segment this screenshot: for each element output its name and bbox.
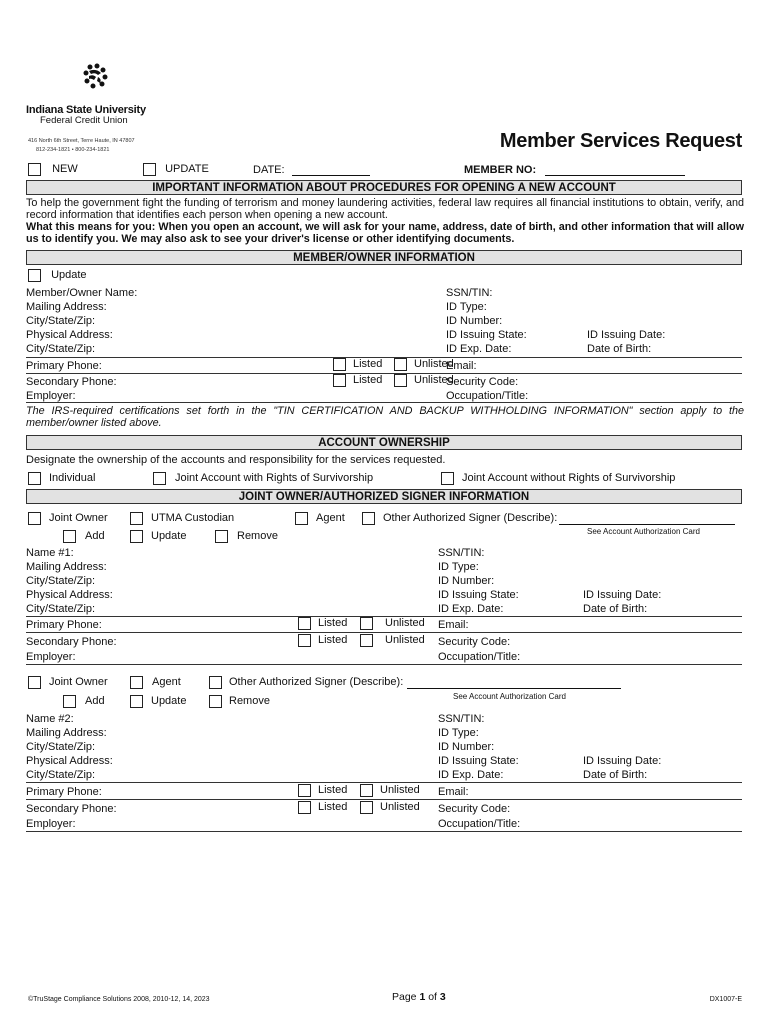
j2-remove-checkbox[interactable] bbox=[209, 695, 222, 708]
j1-primary-unlisted-checkbox[interactable] bbox=[360, 617, 373, 630]
j1-idexp-label: ID Exp. Date: bbox=[438, 603, 504, 615]
member-physical-label: Physical Address: bbox=[26, 329, 113, 341]
member-primary-listed[interactable]: Listed bbox=[333, 358, 382, 371]
member-no-field[interactable]: MEMBER NO: bbox=[464, 164, 685, 176]
member-secondary-listed-checkbox[interactable] bbox=[333, 374, 346, 387]
j1-security-label: Security Code: bbox=[438, 636, 511, 648]
individual-option[interactable]: Individual bbox=[28, 472, 95, 485]
j1-secondary-unlisted[interactable]: Unlisted bbox=[360, 634, 425, 647]
j2-secondary-unlisted-checkbox[interactable] bbox=[360, 801, 373, 814]
j1-add-option[interactable]: Add bbox=[63, 530, 105, 543]
j1-secondary-listed[interactable]: Listed bbox=[298, 634, 347, 647]
j1-other-signer-option[interactable]: Other Authorized Signer (Describe): bbox=[362, 512, 735, 525]
j1-employer-label: Employer: bbox=[26, 651, 76, 663]
j2-other-signer-option[interactable]: Other Authorized Signer (Describe): bbox=[209, 676, 621, 689]
member-name-label: Member/Owner Name: bbox=[26, 287, 138, 299]
j2-see-card: See Account Authorization Card bbox=[453, 692, 566, 701]
date-field[interactable]: DATE: bbox=[253, 164, 370, 176]
j2-primary-unlisted[interactable]: Unlisted bbox=[360, 784, 420, 797]
member-city2-label: City/State/Zip: bbox=[26, 343, 96, 355]
j1-dob-label: Date of Birth: bbox=[583, 603, 648, 615]
member-ssn-label: SSN/TIN: bbox=[446, 287, 493, 299]
j2-ssn-label: SSN/TIN: bbox=[438, 713, 485, 725]
j2-agent-option[interactable]: Agent bbox=[130, 676, 181, 689]
member-heading: MEMBER/OWNER INFORMATION bbox=[26, 250, 742, 265]
joint-heading: JOINT OWNER/AUTHORIZED SIGNER INFORMATION bbox=[26, 489, 742, 504]
member-email-label: Email: bbox=[446, 360, 477, 372]
j2-primary-phone-label: Primary Phone: bbox=[26, 786, 102, 798]
j1-update-checkbox[interactable] bbox=[130, 530, 143, 543]
j2-add-option[interactable]: Add bbox=[63, 695, 105, 708]
footer-copyright: ©TruStage Compliance Solutions 2008, 2010-12, 14, 2023 bbox=[28, 996, 210, 1003]
member-primary-unlisted-checkbox[interactable] bbox=[394, 358, 407, 371]
member-secondary-listed[interactable]: Listed bbox=[333, 374, 382, 387]
credit-union-logo bbox=[26, 62, 156, 102]
j2-mailing-label: Mailing Address: bbox=[26, 727, 107, 739]
org-name: Indiana State University bbox=[26, 104, 146, 116]
j1-secondary-unlisted-checkbox[interactable] bbox=[360, 634, 373, 647]
member-primary-unlisted[interactable]: Unlisted bbox=[394, 358, 454, 371]
j1-agent-checkbox[interactable] bbox=[295, 512, 308, 525]
j2-update-checkbox[interactable] bbox=[130, 695, 143, 708]
j2-dob-label: Date of Birth: bbox=[583, 769, 648, 781]
member-occupation-label: Occupation/Title: bbox=[446, 390, 529, 402]
j2-occupation-label: Occupation/Title: bbox=[438, 818, 521, 830]
j2-idissue-label: ID Issuing Date: bbox=[583, 755, 662, 767]
j1-idissue-label: ID Issuing Date: bbox=[583, 589, 662, 601]
j1-physical-label: Physical Address: bbox=[26, 589, 113, 601]
j1-primary-phone-label: Primary Phone: bbox=[26, 619, 102, 631]
member-primary-phone-label: Primary Phone: bbox=[26, 360, 102, 372]
important-what-means: What this means for you: When you open an account, we will ask for your name, address, date of birth, and other information that will allow us to identify you. We may also ask to see your driver's license or other identifying documents. bbox=[26, 221, 744, 245]
member-security-label: Security Code: bbox=[446, 376, 519, 388]
j2-joint-owner-option[interactable]: Joint Owner bbox=[28, 676, 108, 689]
important-paragraph: To help the government fight the funding of terrorism and money laundering activities, federal law requires all financial institutions to obtain, verify, and record information that identifies each person when opening a new account. bbox=[26, 197, 744, 221]
update-checkbox[interactable] bbox=[143, 163, 156, 176]
j1-email-label: Email: bbox=[438, 619, 469, 631]
member-update-checkbox[interactable] bbox=[28, 269, 41, 282]
j1-update-option[interactable]: Update bbox=[130, 530, 186, 543]
j1-city1-label: City/State/Zip: bbox=[26, 575, 96, 587]
j1-remove-checkbox[interactable] bbox=[215, 530, 228, 543]
j1-primary-unlisted[interactable]: Unlisted bbox=[360, 617, 425, 630]
j1-primary-listed-checkbox[interactable] bbox=[298, 617, 311, 630]
member-idissue-label: ID Issuing Date: bbox=[587, 329, 666, 341]
member-idexp-label: ID Exp. Date: bbox=[446, 343, 512, 355]
j1-joint-owner-checkbox[interactable] bbox=[28, 512, 41, 525]
member-update-option[interactable]: Update bbox=[28, 269, 87, 282]
org-phone: 812-234-1821 • 800-234-1821 bbox=[36, 147, 110, 153]
j1-mailing-label: Mailing Address: bbox=[26, 561, 107, 573]
j2-security-label: Security Code: bbox=[438, 803, 511, 815]
j2-secondary-phone-label: Secondary Phone: bbox=[26, 803, 117, 815]
j1-agent-option[interactable]: Agent bbox=[295, 512, 345, 525]
member-city1-label: City/State/Zip: bbox=[26, 315, 96, 327]
date-input[interactable] bbox=[292, 165, 370, 176]
member-employer-label: Employer: bbox=[26, 390, 76, 402]
j1-utma-checkbox[interactable] bbox=[130, 512, 143, 525]
j2-idexp-label: ID Exp. Date: bbox=[438, 769, 504, 781]
j2-joint-owner-checkbox[interactable] bbox=[28, 676, 41, 689]
new-checkbox[interactable] bbox=[28, 163, 41, 176]
j1-idnumber-label: ID Number: bbox=[438, 575, 495, 587]
j2-secondary-unlisted[interactable]: Unlisted bbox=[360, 801, 420, 814]
member-idnumber-label: ID Number: bbox=[446, 315, 503, 327]
irs-note: The IRS-required certifications set forth in the "TIN CERTIFICATION AND BACKUP WITHHOLDING INFORMATION" section apply to the member/owner listed above. bbox=[26, 405, 744, 429]
j1-city2-label: City/State/Zip: bbox=[26, 603, 96, 615]
j2-employer-label: Employer: bbox=[26, 818, 76, 830]
member-idstate-label: ID Issuing State: bbox=[446, 329, 527, 341]
ownership-heading: ACCOUNT OWNERSHIP bbox=[26, 435, 742, 450]
page-indicator: Page 1 of 3 bbox=[392, 991, 446, 1003]
j1-occupation-label: Occupation/Title: bbox=[438, 651, 521, 663]
j2-idnumber-label: ID Number: bbox=[438, 741, 495, 753]
j2-idtype-label: ID Type: bbox=[438, 727, 479, 739]
j2-name-label: Name #2: bbox=[26, 713, 74, 725]
j1-secondary-phone-label: Secondary Phone: bbox=[26, 636, 117, 648]
j2-secondary-listed[interactable]: Listed bbox=[298, 801, 347, 814]
j1-add-checkbox[interactable] bbox=[63, 530, 76, 543]
j2-email-label: Email: bbox=[438, 786, 469, 798]
joint-without-option[interactable]: Joint Account without Rights of Survivorship bbox=[441, 472, 675, 485]
j2-idstate-label: ID Issuing State: bbox=[438, 755, 519, 767]
org-subtitle: Federal Credit Union bbox=[40, 115, 128, 126]
member-no-input[interactable] bbox=[545, 165, 685, 176]
joint-without-checkbox[interactable] bbox=[441, 472, 454, 485]
j1-name-label: Name #1: bbox=[26, 547, 74, 559]
j2-primary-unlisted-checkbox[interactable] bbox=[360, 784, 373, 797]
member-secondary-unlisted-checkbox[interactable] bbox=[394, 374, 407, 387]
member-primary-listed-checkbox[interactable] bbox=[333, 358, 346, 371]
update-option[interactable]: UPDATE bbox=[143, 163, 209, 176]
member-idtype-label: ID Type: bbox=[446, 301, 487, 313]
j2-secondary-listed-checkbox[interactable] bbox=[298, 801, 311, 814]
j1-joint-owner-option[interactable]: Joint Owner bbox=[28, 512, 108, 525]
j2-primary-listed-checkbox[interactable] bbox=[298, 784, 311, 797]
individual-checkbox[interactable] bbox=[28, 472, 41, 485]
member-mailing-label: Mailing Address: bbox=[26, 301, 107, 313]
j1-other-signer-checkbox[interactable] bbox=[362, 512, 375, 525]
new-option[interactable]: NEW bbox=[28, 163, 78, 176]
j1-other-signer-input[interactable] bbox=[559, 514, 735, 525]
j1-utma-option[interactable]: UTMA Custodian bbox=[130, 512, 234, 525]
j2-remove-option[interactable]: Remove bbox=[209, 695, 270, 708]
j1-see-card: See Account Authorization Card bbox=[587, 527, 700, 536]
j2-physical-label: Physical Address: bbox=[26, 755, 113, 767]
ownership-intro: Designate the ownership of the accounts and responsibility for the services requested. bbox=[26, 454, 446, 466]
j1-secondary-listed-checkbox[interactable] bbox=[298, 634, 311, 647]
member-secondary-unlisted[interactable]: Unlisted bbox=[394, 374, 454, 387]
form-code: DX1007-E bbox=[709, 996, 742, 1003]
member-dob-label: Date of Birth: bbox=[587, 343, 652, 355]
j2-update-option[interactable]: Update bbox=[130, 695, 186, 708]
form-title: Member Services Request bbox=[499, 130, 742, 152]
j1-primary-listed[interactable]: Listed bbox=[298, 617, 347, 630]
j1-idstate-label: ID Issuing State: bbox=[438, 589, 519, 601]
j2-city1-label: City/State/Zip: bbox=[26, 741, 96, 753]
joint-with-checkbox[interactable] bbox=[153, 472, 166, 485]
j2-add-checkbox[interactable] bbox=[63, 695, 76, 708]
org-address: 416 North 6th Street, Terre Haute, IN 47807 bbox=[28, 138, 135, 144]
joint-with-option[interactable]: Joint Account with Rights of Survivorship bbox=[153, 472, 373, 485]
j2-agent-checkbox[interactable] bbox=[130, 676, 143, 689]
j2-other-signer-input[interactable] bbox=[407, 678, 621, 689]
j2-city2-label: City/State/Zip: bbox=[26, 769, 96, 781]
member-secondary-phone-label: Secondary Phone: bbox=[26, 376, 117, 388]
j1-idtype-label: ID Type: bbox=[438, 561, 479, 573]
j2-primary-listed[interactable]: Listed bbox=[298, 784, 347, 797]
j1-ssn-label: SSN/TIN: bbox=[438, 547, 485, 559]
important-heading: IMPORTANT INFORMATION ABOUT PROCEDURES FOR OPENING A NEW ACCOUNT bbox=[26, 180, 742, 195]
j1-remove-option[interactable]: Remove bbox=[215, 530, 278, 543]
j2-other-signer-checkbox[interactable] bbox=[209, 676, 222, 689]
